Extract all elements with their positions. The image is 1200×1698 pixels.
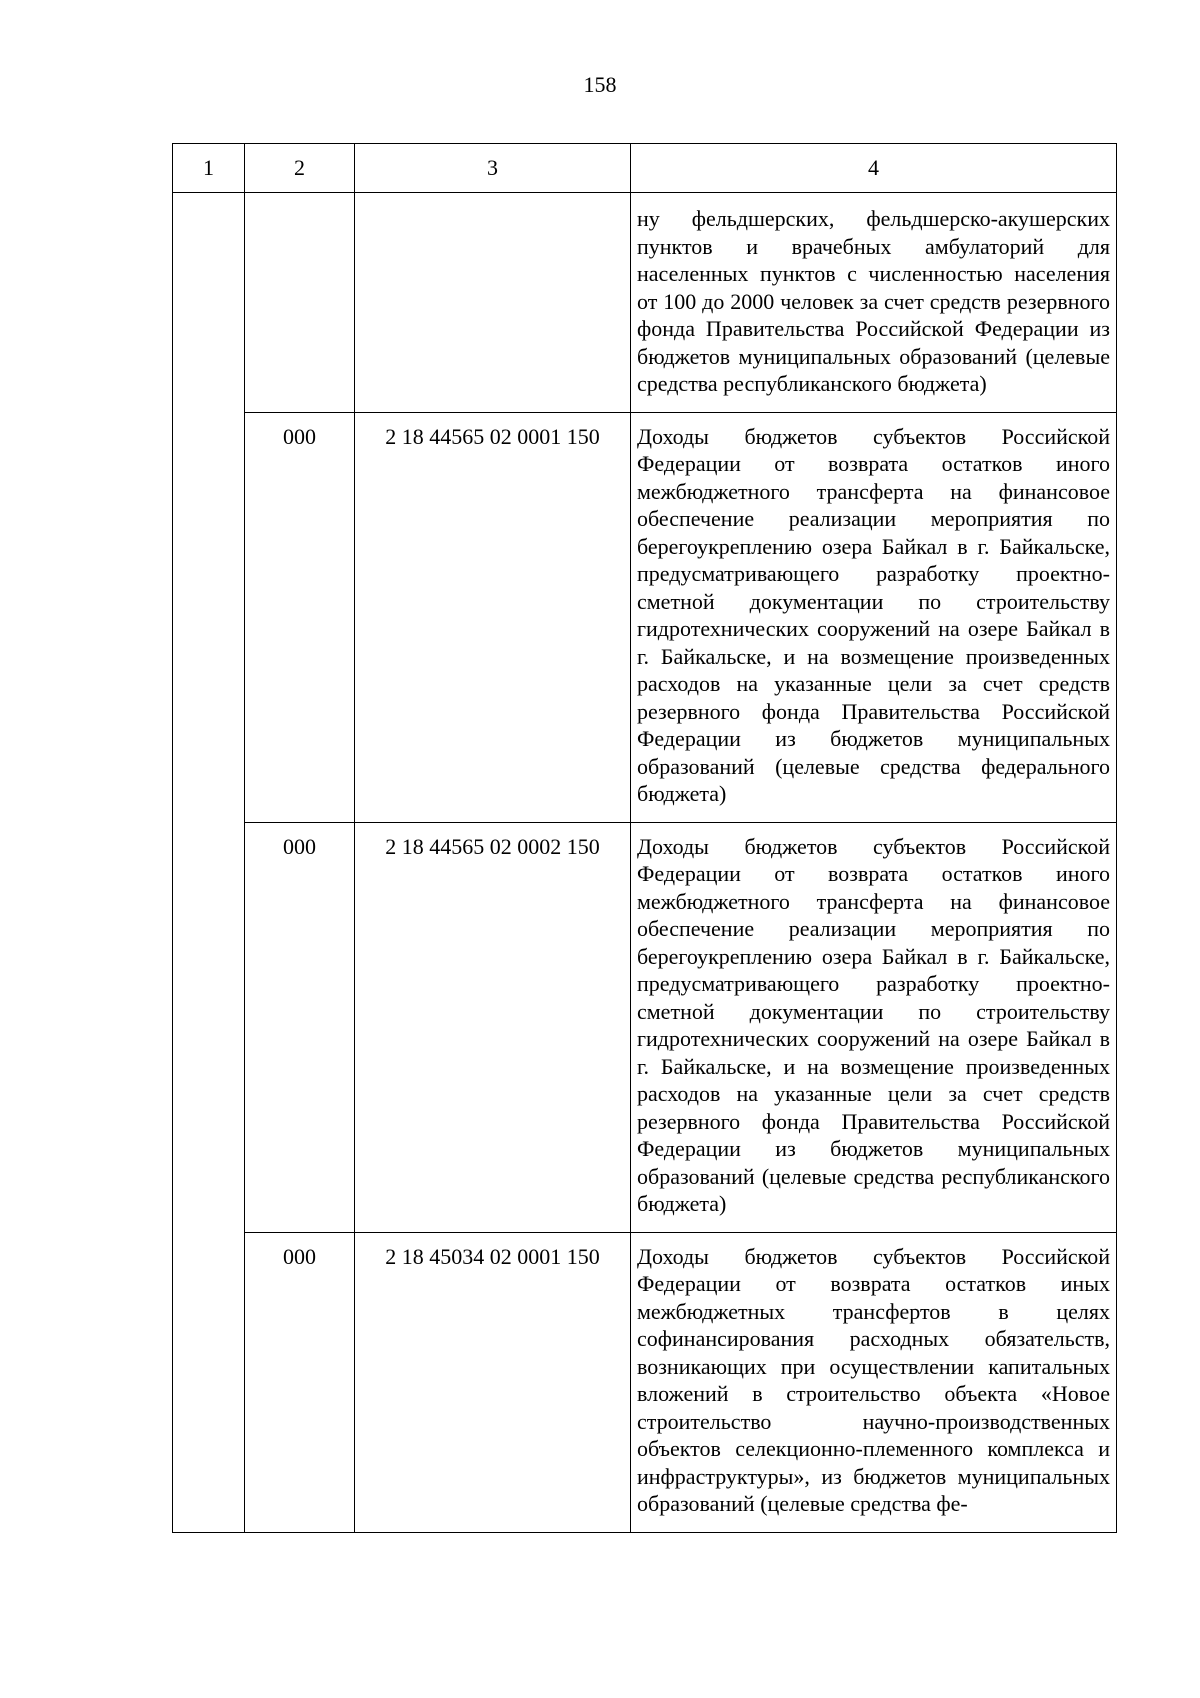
page-number: 158 <box>583 72 617 97</box>
cell-col3 <box>355 193 631 413</box>
cell-col2 <box>245 193 355 413</box>
cell-description <box>631 822 1117 1232</box>
description-text: Доходы бюджетов субъектов Российской Федерации от возврата остатков иных межбюджетных трансфертов в целях софинансирования расходных обязательств, возникающих при осуществлении капитальных вложений в строительство объекта «Новое строительство научно-производственных объектов селекционно-племенного комплекса и инфраструктуры», из бюджетов муниципальных образований (целевые средства фе- <box>637 1243 1110 1516</box>
column-header-3: 3 <box>355 144 631 193</box>
cell-col3: 2 18 45034 02 0001 150 <box>355 1232 631 1532</box>
description-text: Доходы бюджетов субъектов Российской Федерации от возврата остатков иного межбюджетного трансферта на финансовое обеспечение реализации мероприятия по берегоукреплению озера Байкал в г. Байкальске, предусматривающего разработку проектно-сметной документации по строительству гидротехнических сооружений на озере Байкал в г. Байкальске, и на возмещение произведенных расходов на указанные цели за счет средств резервного фонда Правительства Российской Федерации из бюджетов муниципальных образований (целевые средства республиканского бюджета) <box>637 833 1110 1216</box>
description-text: Доходы бюджетов субъектов Российской Федерации от возврата остатков иного межбюджетного трансферта на финансовое обеспечение реализации мероприятия по берегоукреплению озера Байкал в г. Байкальске, предусматривающего разработку проектно-сметной документации по строительству гидротехнических сооружений на озере Байкал в г. Байкальске, и на возмещение произведенных расходов на указанные цели за счет средств резервного фонда Правительства Российской Федерации из бюджетов муниципальных образований (целевые средства федерального бюджета) <box>637 423 1110 806</box>
table-row <box>173 193 1117 413</box>
column-header-1: 1 <box>173 144 245 193</box>
cell-col3: 2 18 44565 02 0001 150 <box>355 412 631 822</box>
cell-description <box>631 1232 1117 1532</box>
column-header-4: 4 <box>631 144 1117 193</box>
table-header-row <box>173 144 1117 193</box>
cell-description <box>631 193 1117 413</box>
table-row <box>173 822 1117 1232</box>
cell-description <box>631 412 1117 822</box>
cell-col2: 000 <box>245 822 355 1232</box>
table-row <box>173 412 1117 822</box>
budget-revenue-table <box>172 143 1117 1533</box>
cell-col1 <box>173 193 245 1533</box>
table-row <box>173 1232 1117 1532</box>
column-header-2: 2 <box>245 144 355 193</box>
cell-col3: 2 18 44565 02 0002 150 <box>355 822 631 1232</box>
description-text: ну фельдшерских, фельдшерско-акушерских пунктов и врачебных амбулаторий для населенных пунктов с численностью населения от 100 до 2000 человек за счет средств резервного фонда Правительства Российской Федерации из бюджетов муниципальных образований (целевые средства республиканского бюджета) <box>637 206 1110 396</box>
cell-col2: 000 <box>245 1232 355 1532</box>
cell-col2: 000 <box>245 412 355 822</box>
